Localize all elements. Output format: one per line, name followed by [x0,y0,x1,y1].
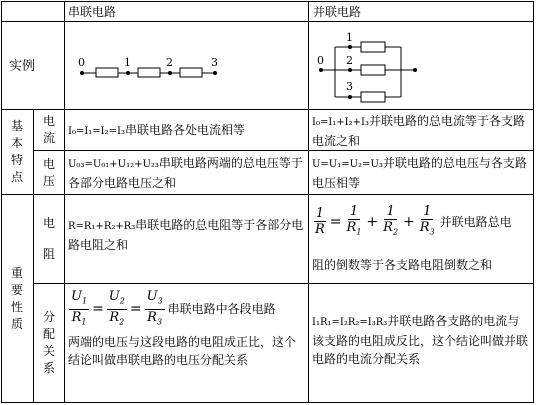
parallel-node-1 [348,45,352,49]
parallel-node-3 [348,95,352,99]
series-node-label-1: 1 [124,56,131,69]
parallel-current-formula: I₀=I₁+I₂+I₃ [312,117,369,128]
table-border-right [533,1,534,403]
series-node-label-0: 0 [78,56,85,69]
parallel-node-label-1: 1 [346,31,353,44]
parallel-node-label-3: 3 [346,80,353,93]
fraction-U2-over-R2: $\frac{U_2}{R_2}$ [108,289,125,327]
series-node-2 [168,71,172,75]
parallel-voltage-text: 并联电路的总电压与各支路电压相等 [312,156,527,190]
parallel-voltage-cell [312,154,530,192]
fraction-U1-over-R1: $\frac{U_1}{R_1}$ [71,289,88,327]
parallel-node-label-2: 2 [346,54,353,67]
parallel-resistance-cell [312,204,530,274]
parallel-current-text: 并联电路的总电流等于各支路电流之和 [312,114,525,148]
comparison-table [1,1,534,403]
sublabel-current: 电 流 [42,114,55,145]
sublabel-voltage: 电 压 [42,156,55,188]
parallel-node-2 [348,68,352,72]
series-distribution-cell [68,289,306,369]
series-node-0 [80,71,84,75]
divider-row-voltage [1,194,534,195]
series-resistance-cell [68,216,304,254]
series-node-3 [213,71,217,75]
divider-row-resistance [33,283,534,284]
table-border-top [1,1,534,2]
series-node-label-2: 2 [166,56,173,69]
parallel-resistance-text-inline: 并联电路总电 [439,214,512,229]
series-node-label-3: 3 [211,56,218,69]
parallel-distribution-text: 并联电路各支路的电流与该支路的电阻成反比，这个结论叫做并联电路的电流分配关系 [312,314,529,366]
series-distribution-text-inline: 串联电路中各段电路 [167,302,276,317]
series-current-cell [68,121,304,141]
parallel-voltage-formula: U=U₁=U₂=U₃ [312,159,383,170]
series-current-text: 串联电路各处电流相等 [124,123,245,137]
series-resistance-formula: R=R₁+R₂+R₃ [68,221,136,232]
fraction-1-over-R1: $\frac{1}{R_1}$ [346,204,362,237]
series-node-1 [126,71,130,75]
fraction-1-over-R: $\frac{1}{R}$ [315,206,325,238]
group-label-important: 重 要 性 质 [10,265,23,331]
series-voltage-text: 串联电路两端的总电压等于各部分电路电压之和 [68,156,303,190]
fraction-1-over-R2: $\frac{1}{R_2}$ [383,204,399,237]
fraction-1-over-R3: $\frac{1}{R_3}$ [419,204,435,237]
parallel-resistance-text-rest: 阻的倒数等于各支路电阻倒数之和 [312,257,493,272]
parallel-node-out [413,68,417,72]
divider-row-current [33,150,534,151]
parallel-current-cell [312,112,530,150]
series-current-formula: I₀=I₁=I₂=I₃ [68,126,125,137]
series-distribution-text-rest: 两端的电压与这段电路的电阻成正比，这个结论叫做串联电路的电压分配关系 [68,335,297,368]
parallel-distribution-formula: I₁R₁=I₂R₂=I₃R₃ [312,317,388,328]
parallel-circuit-diagram [309,22,533,109]
series-voltage-cell [68,154,304,192]
group-label-basic: 基 本 特 点 [10,119,23,184]
series-resistance-text: 串联电路的总电阻等于各部分电路电阻之和 [68,218,304,252]
parallel-distribution-cell [312,312,530,368]
series-voltage-formula: U₀₃=U₀₁+U₁₂+U₂₃ [68,159,159,170]
sublabel-resistance: 电 阻 [42,216,55,261]
parallel-node-label-0: 0 [317,54,324,67]
parallel-node-0 [319,68,323,72]
table-border-bottom [1,402,534,403]
series-distribution-equation: $\frac{U_1}{R_1}$ = $\frac{U_2}{R_2}$ = $\frac{U_3}{R_3}$ 串联电路中各段电路 [68,289,306,329]
parallel-resistance-equation: $\frac{1}{R}$ = $\frac{1}{R_1}$ + $\frac{1}{R_2}$ + $\frac{1}{R_3}$ 并联电路总电 [312,204,530,240]
header-parallel: 并联电路 [313,5,362,19]
sublabel-distribution: 分 配 关 系 [42,310,55,375]
divider-row-example [1,109,534,110]
series-circuit-diagram [65,22,308,109]
row-label-example: 实例 [9,59,36,74]
fraction-U3-over-R3: $\frac{U_3}{R_3}$ [146,289,163,327]
header-series: 串联电路 [68,5,117,19]
